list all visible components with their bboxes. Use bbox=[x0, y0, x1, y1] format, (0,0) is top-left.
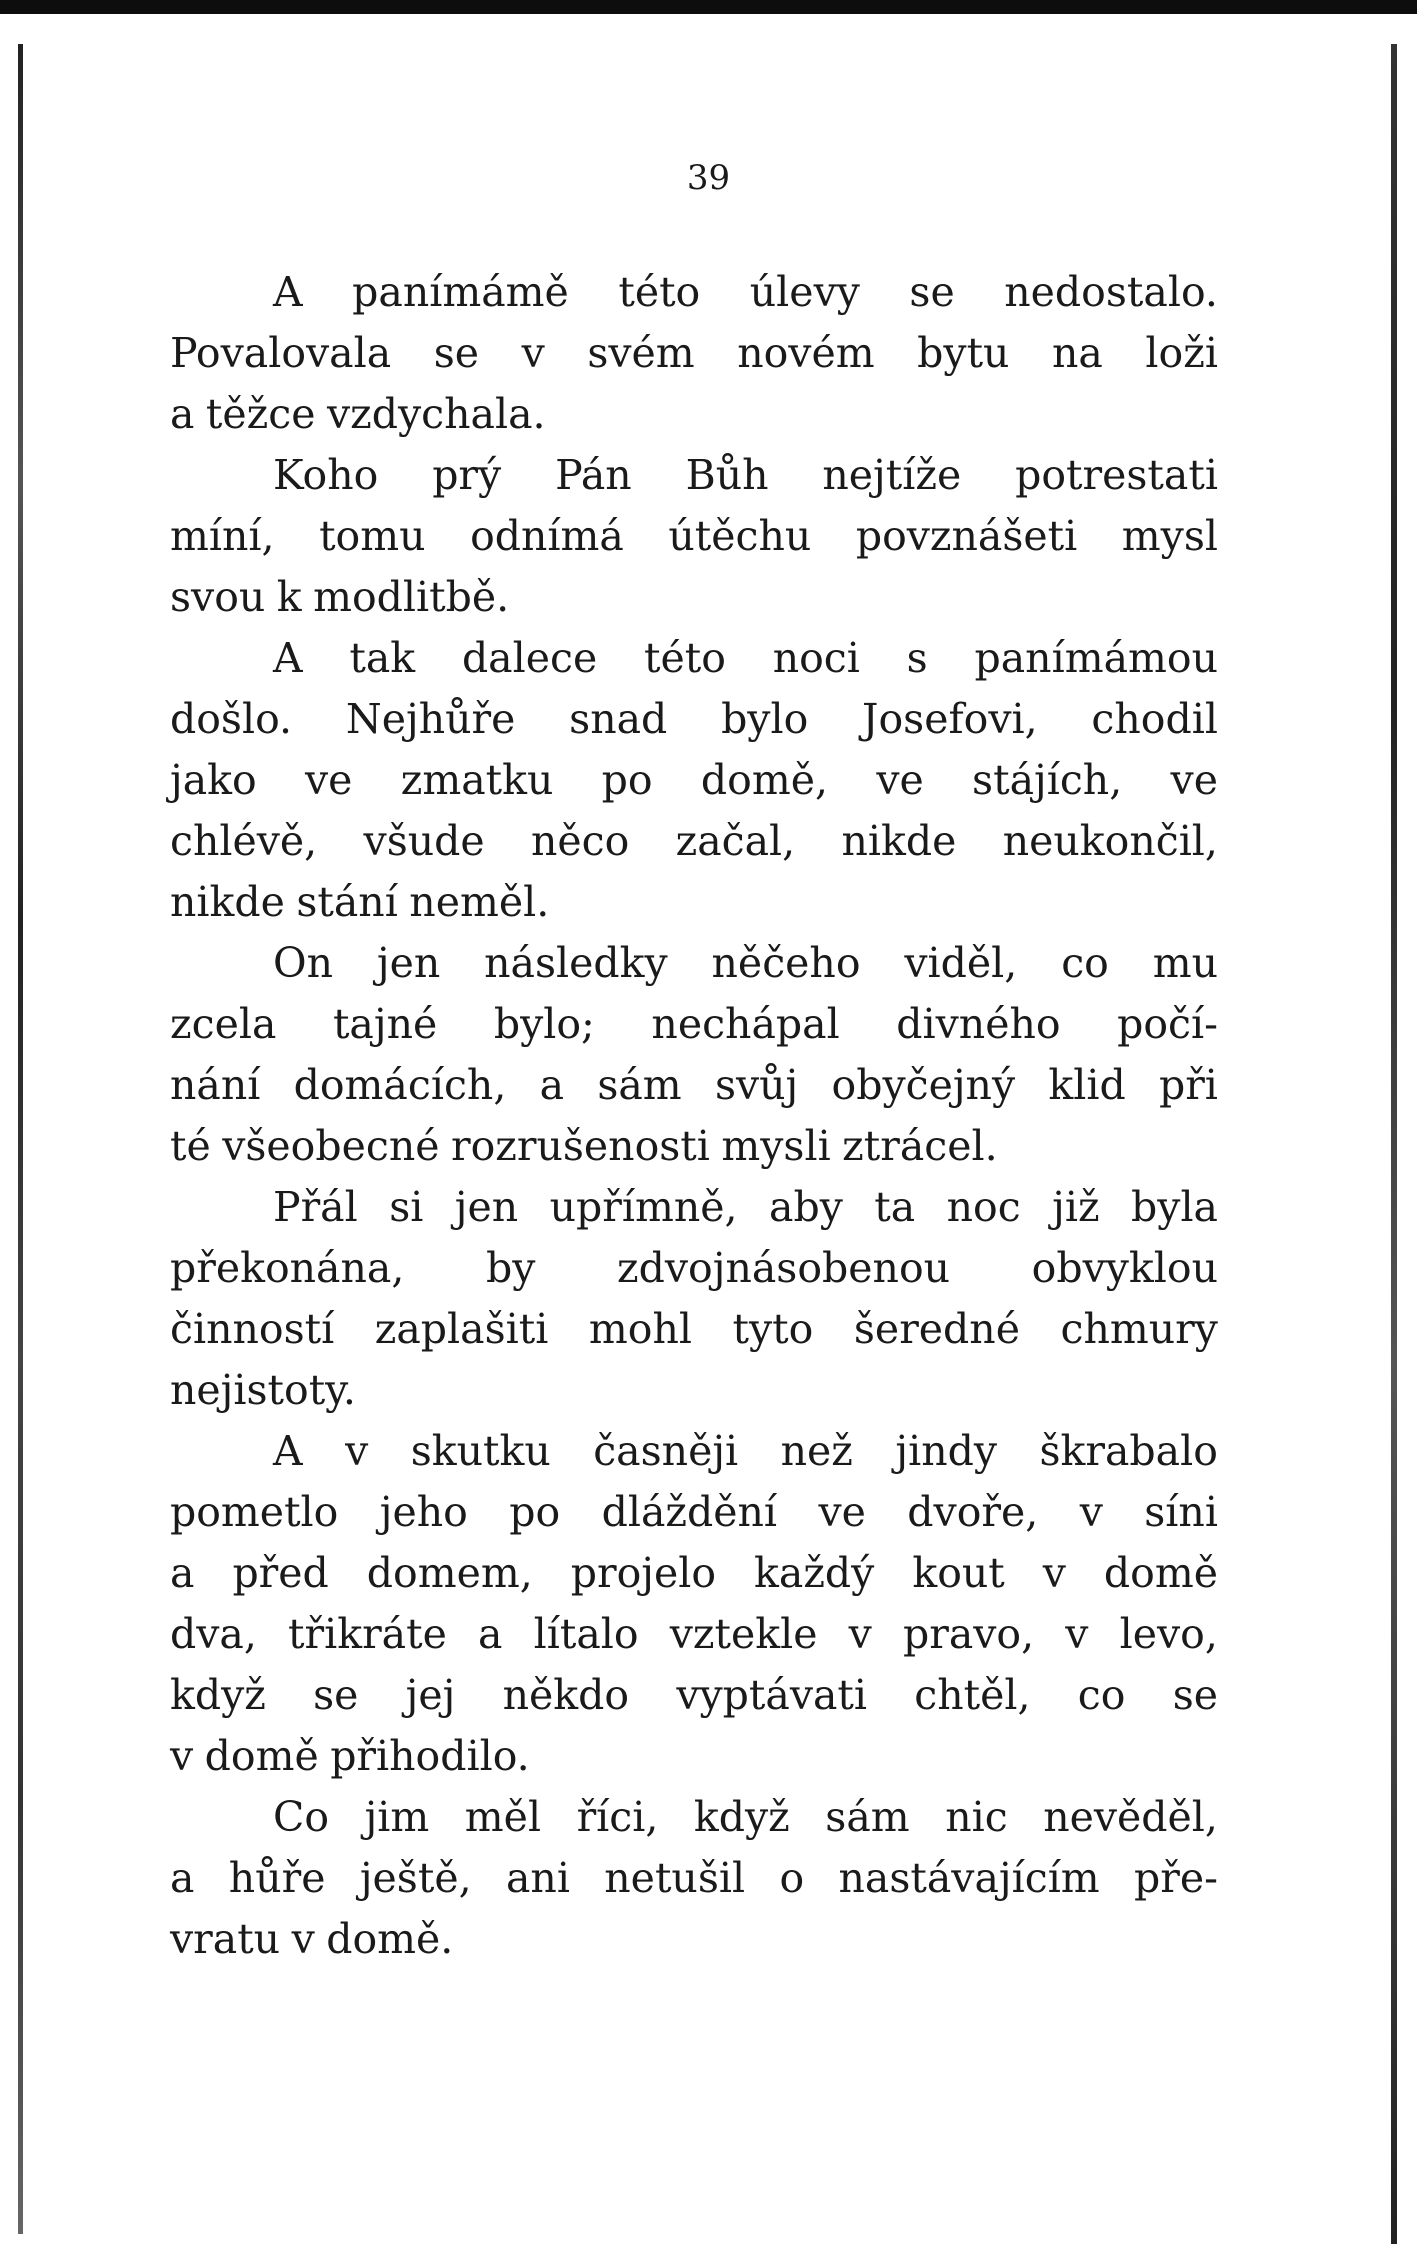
text-line: A panímámě této úlevy se nedostalo. bbox=[273, 268, 1218, 316]
text-line: vratu v domě. bbox=[170, 1915, 454, 1963]
text-line: Co jim měl říci, když sám nic nevěděl, bbox=[273, 1793, 1218, 1841]
text-line: když se jej někdo vyptávati chtěl, co se bbox=[170, 1671, 1218, 1719]
text-line: svou k modlitbě. bbox=[170, 573, 510, 621]
text-line: Přál si jen upřímně, aby ta noc již byla bbox=[273, 1183, 1218, 1231]
text-line: a hůře ještě, ani netušil o nastávajícím pře- bbox=[170, 1854, 1218, 1902]
page-number: 39 bbox=[686, 158, 731, 198]
text-line: a těžce vzdychala. bbox=[170, 390, 546, 438]
text-line: nejistoty. bbox=[170, 1366, 356, 1414]
text-line: překonána, by zdvojnásobenou obvyklou bbox=[170, 1244, 1218, 1292]
text-line: zcela tajné bylo; nechápal divného počí- bbox=[170, 1000, 1218, 1048]
text-line: nání domácích, a sám svůj obyčejný klid při bbox=[170, 1061, 1218, 1109]
text-line: pometlo jeho po dláždění ve dvoře, v síni bbox=[170, 1488, 1218, 1536]
text-line: A v skutku časněji než jindy škrabalo bbox=[273, 1427, 1218, 1475]
text-line: A tak dalece této noci s panímámou bbox=[273, 634, 1218, 682]
text-line: v domě přihodilo. bbox=[170, 1732, 530, 1780]
text-line: nikde stání neměl. bbox=[170, 878, 550, 926]
text-line: jako ve zmatku po domě, ve stájích, ve bbox=[170, 756, 1218, 804]
right-page-edge bbox=[1391, 44, 1397, 2244]
text-line: dva, třikráte a lítalo vztekle v pravo, v levo, bbox=[170, 1610, 1218, 1658]
body-text bbox=[170, 262, 1218, 1970]
text-line: míní, tomu odnímá útěchu povznášeti mysl bbox=[170, 512, 1218, 560]
text-line: té všeobecné rozrušenosti mysli ztrácel. bbox=[170, 1122, 998, 1170]
left-page-edge bbox=[18, 44, 23, 2234]
text-line: a před domem, projelo každý kout v domě bbox=[170, 1549, 1218, 1597]
text-line: chlévě, všude něco začal, nikde neukončil, bbox=[170, 817, 1218, 865]
text-line: Koho prý Pán Bůh nejtíže potrestati bbox=[273, 451, 1218, 499]
text-line: Povalovala se v svém novém bytu na loži bbox=[170, 329, 1218, 377]
text-line: On jen následky něčeho viděl, co mu bbox=[273, 939, 1218, 987]
text-line: došlo. Nejhůře snad bylo Josefovi, chodil bbox=[170, 695, 1218, 743]
text-line: činností zaplašiti mohl tyto šeredné chmury bbox=[170, 1305, 1218, 1353]
